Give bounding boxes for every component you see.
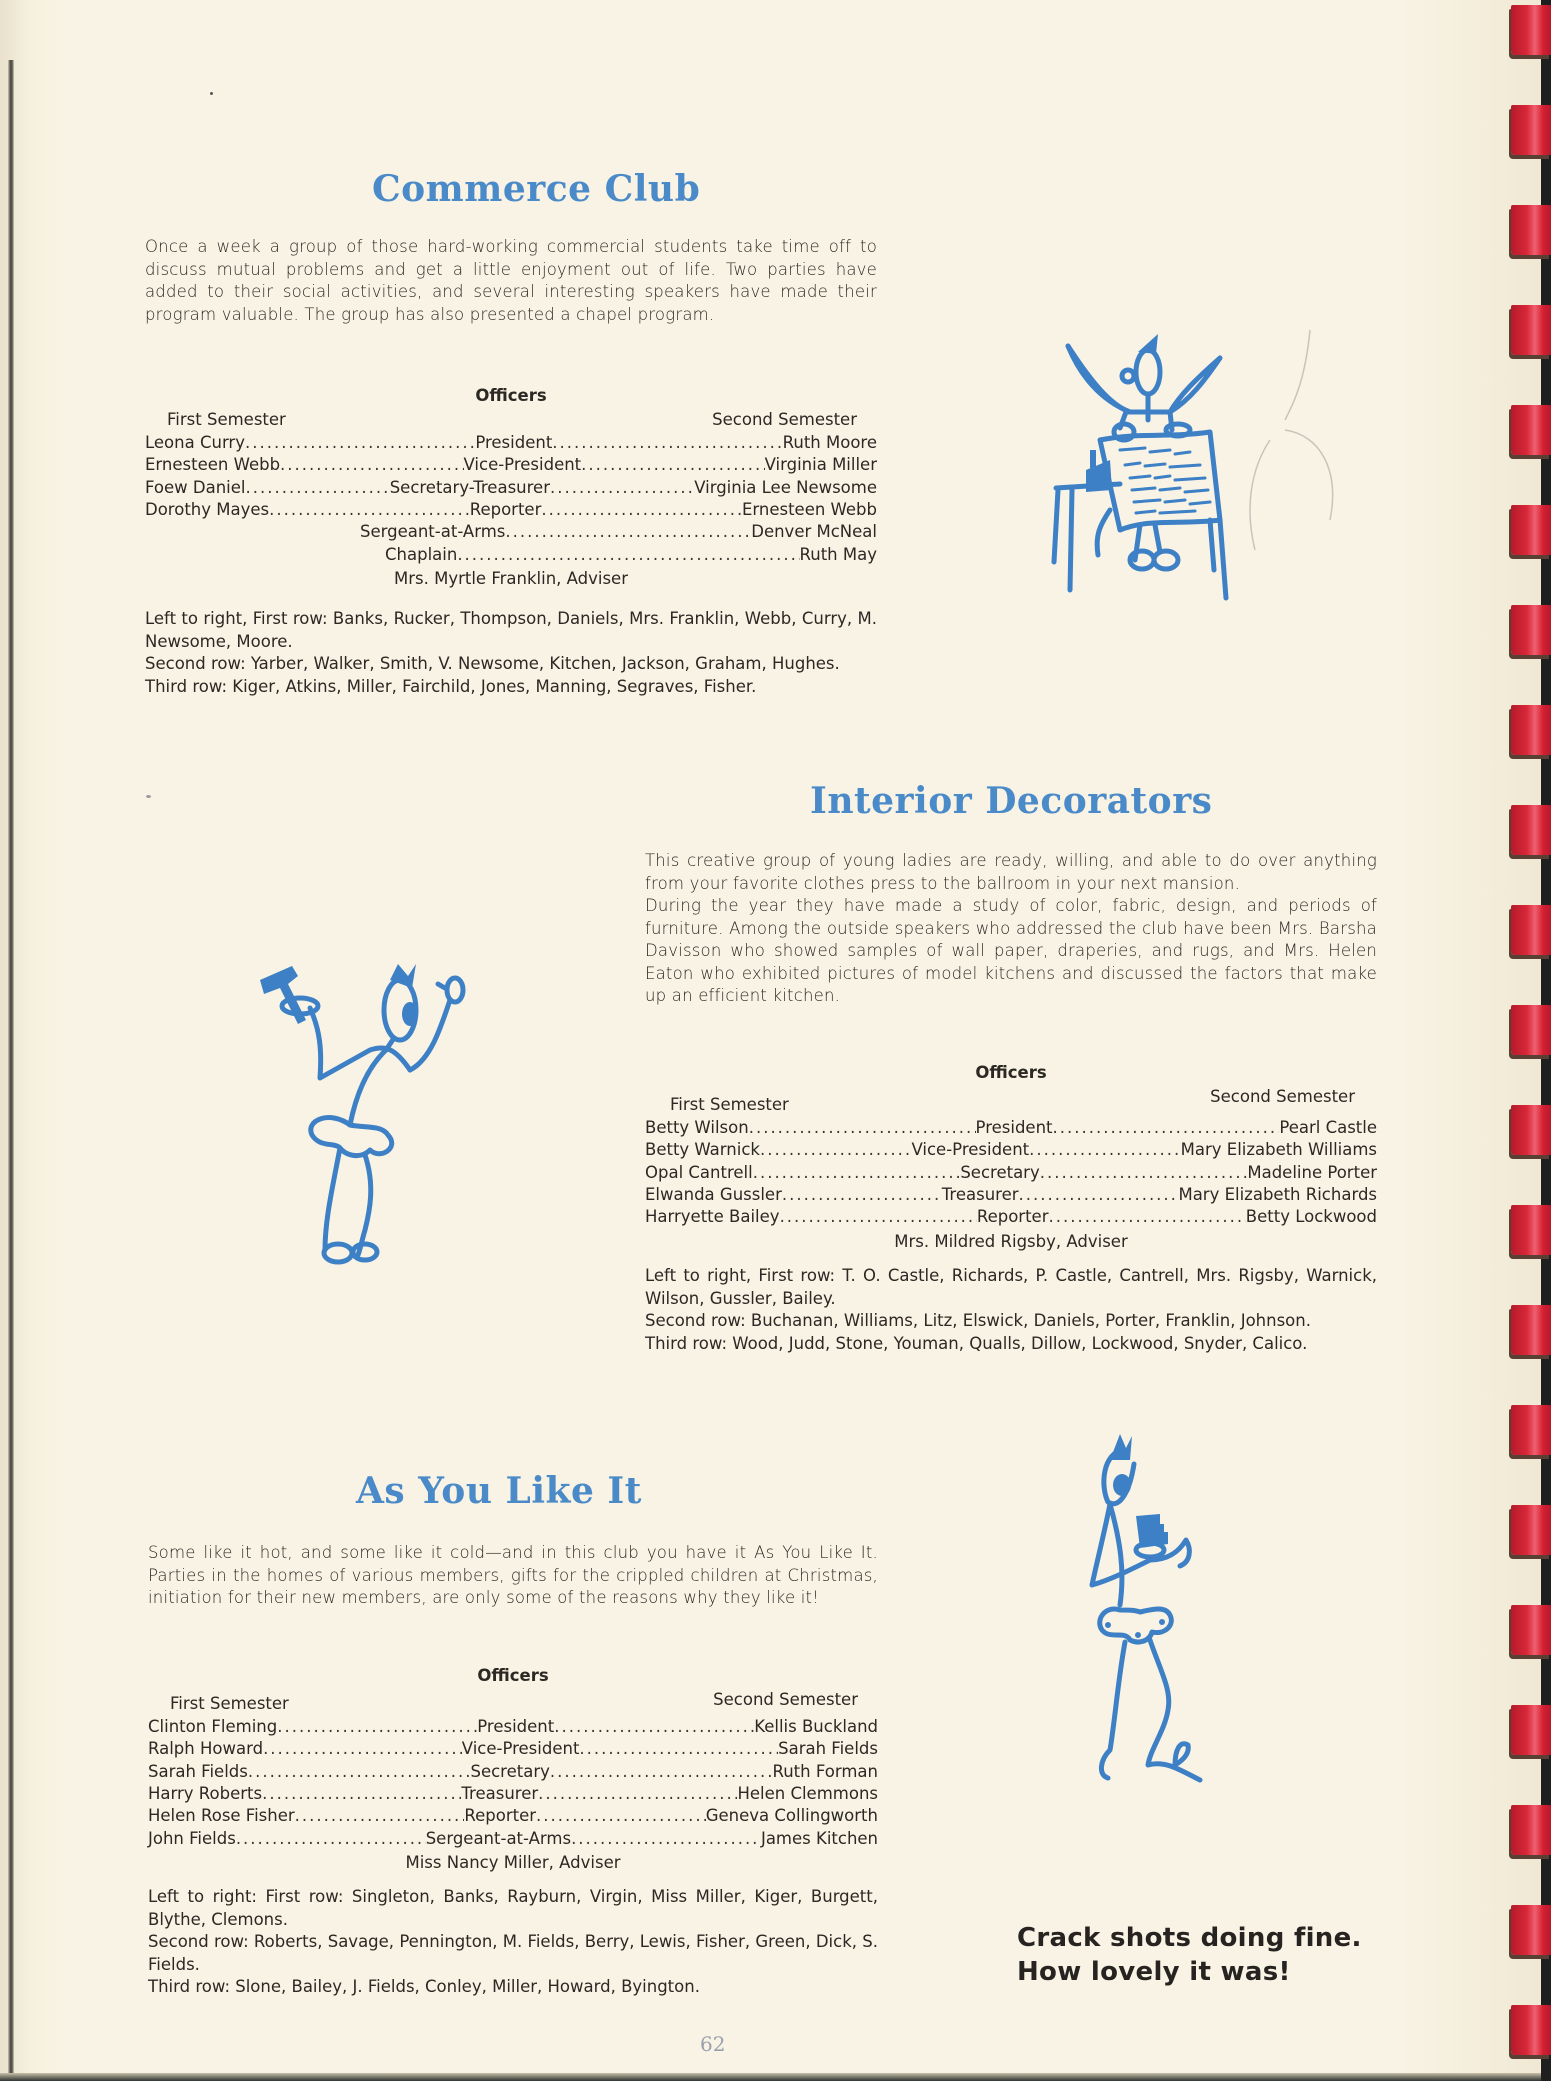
second-semester-officer: Denver McNeal <box>751 522 877 542</box>
leader-dots <box>760 1139 912 1161</box>
second-semester-officer: Mary Elizabeth Williams <box>1180 1140 1378 1160</box>
second-semester-officer: Ruth May <box>799 544 877 564</box>
paper-speck <box>146 795 151 798</box>
paper-speck <box>210 92 213 95</box>
leader-dots <box>782 1184 942 1206</box>
binding-ring <box>1511 205 1551 255</box>
first-semester-officer: Dorothy Mayes <box>145 500 270 520</box>
typist-at-typewriter-illustration <box>1020 320 1340 600</box>
commerce-club-description-text: Once a week a group of those hard-working commercial students take time off to discuss mutual problems and get a little enjoyment out of life. Two parties have added to their social activities, and several interesting speakers have made their program valuable. The group has also presented a chapel program. <box>145 237 877 324</box>
as-you-like-it-description-text: Some like it hot, and some like it cold—and in this club you have it As You Like It. Parties in the homes of various members, gifts for the crippled children at Christmas, initiation for their new members, are only some of the reasons why they like it! <box>148 1543 878 1607</box>
leader-dots <box>1053 1117 1280 1139</box>
leader-dots <box>262 1783 461 1805</box>
officer-row <box>148 1761 878 1783</box>
leader-dots <box>536 1805 706 1827</box>
binding-ring <box>1511 5 1551 55</box>
leader-dots <box>263 1738 462 1760</box>
commerce-club-photo-caption <box>145 608 877 698</box>
adviser: Miss Nancy Miller, Adviser <box>405 1853 621 1873</box>
officer-row <box>145 544 877 566</box>
first-semester-officer: Harryette Bailey <box>645 1207 780 1227</box>
binding-ring <box>1511 505 1551 555</box>
officer-row <box>145 432 877 454</box>
leader-dots <box>550 477 694 499</box>
second-semester-officer: Betty Lockwood <box>1245 1207 1377 1227</box>
binding-ring <box>1511 905 1551 955</box>
officer-row <box>148 1738 878 1760</box>
leader-dots <box>236 1828 426 1850</box>
binding-ring <box>1511 105 1551 155</box>
office-title: Reporter <box>976 1207 1049 1227</box>
second-semester-officer: Virginia Miller <box>764 455 877 475</box>
office-title: Secretary-Treasurer <box>389 477 550 497</box>
officers-heading: Officers <box>975 1063 1047 1082</box>
binding-ring <box>1511 1405 1551 1455</box>
caption-first-row: Left to right, First row: T. O. Castle, Richards, P. Castle, Cantrell, Mrs. Rigsby, Warnick, Wilson, Gussler, Bailey. <box>645 1266 1377 1308</box>
first-semester-officer: Elwanda Gussler <box>645 1185 782 1205</box>
officer-row <box>645 1206 1377 1228</box>
leader-dots <box>780 1206 977 1228</box>
page-number: 62 <box>700 2032 726 2056</box>
as-you-like-it-title: As You Like It <box>356 1470 642 1512</box>
officer-row <box>145 499 877 521</box>
adviser: Mrs. Myrtle Franklin, Adviser <box>393 569 628 589</box>
office-title: President <box>475 432 553 452</box>
second-semester-officer: Virginia Lee Newsome <box>694 477 878 497</box>
leader-dots <box>1040 1162 1248 1184</box>
first-semester-officer: Opal Cantrell <box>645 1162 753 1182</box>
commerce-club-officers <box>145 385 877 591</box>
commerce-club-description <box>145 236 877 326</box>
leader-dots <box>541 499 742 521</box>
binding-ring <box>1511 1205 1551 1255</box>
caption-second-row: Second row: Yarber, Walker, Smith, V. Newsome, Kitchen, Jackson, Graham, Hughes. <box>145 654 840 673</box>
leader-dots <box>280 454 463 476</box>
leader-dots <box>550 1761 773 1783</box>
leader-dots <box>538 1783 737 1805</box>
leader-dots <box>1049 1206 1246 1228</box>
binding-ring <box>1511 1905 1551 1955</box>
semester-headers <box>148 1689 878 1715</box>
second-semester-officer: Ruth Forman <box>772 1761 878 1781</box>
second-semester-officer: James Kitchen <box>760 1828 879 1848</box>
binding-ring <box>1511 1705 1551 1755</box>
binding-ring <box>1511 1105 1551 1155</box>
office-title: Vice-President <box>463 455 582 475</box>
fan-figure <box>1092 1434 1200 1780</box>
first-semester-label: First Semester <box>167 410 286 430</box>
officers-heading: Officers <box>477 1666 549 1685</box>
first-semester-label: First Semester <box>670 1095 789 1115</box>
office-title: Sergeant-at-Arms <box>425 1828 572 1848</box>
office-title: Sergeant-at-Arms <box>360 522 506 542</box>
interior-decorators-officers <box>645 1062 1377 1253</box>
officers-list <box>145 432 877 566</box>
second-semester-officer: Kellis Buckland <box>754 1716 879 1736</box>
first-semester-officer: Sarah Fields <box>148 1761 248 1781</box>
leader-dots <box>269 499 470 521</box>
second-semester-officer: Sarah Fields <box>778 1739 878 1759</box>
second-semester-officer: Geneva Collingworth <box>705 1806 878 1826</box>
semester-headers <box>645 1086 1377 1116</box>
caption-first-row: Left to right: First row: Singleton, Banks, Rayburn, Virgin, Miss Miller, Kiger, Burgett, Blythe, Clemons. <box>148 1887 878 1929</box>
binding-ring <box>1511 2005 1551 2055</box>
first-semester-officer: Helen Rose Fisher <box>148 1806 295 1826</box>
office-title: Reporter <box>464 1806 537 1826</box>
figure-with-hammer-illustration <box>250 950 480 1270</box>
page-bottom-edge <box>0 2073 1551 2081</box>
caption-second-row: Second row: Roberts, Savage, Pennington, M. Fields, Berry, Lewis, Fisher, Green, Dick, S. Fields. <box>148 1932 878 1974</box>
office-title: Treasurer <box>941 1185 1019 1205</box>
first-semester-officer: Betty Wilson <box>645 1117 749 1137</box>
office-title: Reporter <box>469 500 542 520</box>
officer-row <box>148 1716 878 1738</box>
officer-row <box>148 1805 878 1827</box>
officer-row <box>148 1828 878 1850</box>
spiral-binding <box>1491 0 1551 2081</box>
quote-line-1: Crack shots doing fine. <box>1017 1923 1362 1953</box>
office-title: Chaplain <box>385 544 458 564</box>
officer-row <box>645 1162 1377 1184</box>
officer-row <box>145 454 877 476</box>
leader-dots <box>579 1738 778 1760</box>
caption-first-row: Left to right, First row: Banks, Rucker, Thompson, Daniels, Mrs. Franklin, Webb, Curry, M. Newsome, Moore. <box>145 609 877 651</box>
second-semester-label: Second Semester <box>1210 1087 1355 1107</box>
officer-row <box>145 521 877 543</box>
leader-dots <box>245 477 389 499</box>
semester-headers <box>145 409 877 431</box>
officer-row <box>148 1783 878 1805</box>
binding-ring <box>1511 1605 1551 1655</box>
typist-figure <box>1054 330 1333 598</box>
office-title: President <box>975 1117 1053 1137</box>
office-title: Vice-President <box>461 1739 580 1759</box>
figure-with-fan-illustration <box>1080 1430 1230 1810</box>
leader-dots <box>571 1828 761 1850</box>
first-semester-officer: Foew Daniel <box>145 477 246 497</box>
binding-ring <box>1511 605 1551 655</box>
first-semester-officer: Clinton Fleming <box>148 1716 278 1736</box>
leader-dots <box>552 432 782 454</box>
binding-ring <box>1511 705 1551 755</box>
officer-row <box>645 1139 1377 1161</box>
officers-list <box>148 1716 878 1850</box>
leader-dots <box>581 454 764 476</box>
caption-third-row: Third row: Kiger, Atkins, Miller, Fairchild, Jones, Manning, Segraves, Fisher. <box>145 676 757 696</box>
office-title: Secretary <box>470 1761 550 1781</box>
leader-dots <box>505 521 751 543</box>
first-semester-officer: Harry Roberts <box>148 1784 263 1804</box>
leader-dots <box>1029 1139 1181 1161</box>
interior-decorators-description-para-2: During the year they have made a study of color, fabric, design, and periods of furniture. Among the outside speakers who addressed the club have been Mrs. Barsha Davisson who showed samples of wall paper, draperies, and rugs, and Mrs. Helen Eaton who exhibited pictures of model kitchens and discussed the factors that make up an efficient kitchen. <box>645 896 1377 1005</box>
binding-ring <box>1511 405 1551 455</box>
second-semester-officer: Mary Elizabeth Richards <box>1178 1185 1378 1205</box>
office-title: Treasurer <box>461 1784 539 1804</box>
as-you-like-it-officers <box>148 1665 878 1875</box>
caption-third-row: Third row: Slone, Bailey, J. Fields, Conley, Miller, Howard, Byington. <box>148 1977 700 1996</box>
second-semester-officer: Helen Clemmons <box>737 1784 879 1804</box>
office-title: Secretary <box>960 1162 1040 1182</box>
officers-list <box>645 1117 1377 1229</box>
first-semester-officer: Ernesteen Webb <box>145 455 281 475</box>
interior-decorators-title: Interior Decorators <box>810 780 1213 822</box>
second-semester-officer: Madeline Porter <box>1247 1162 1377 1182</box>
binding-ring <box>1511 805 1551 855</box>
second-semester-label: Second Semester <box>713 1690 858 1710</box>
caption-third-row: Third row: Wood, Judd, Stone, Youman, Qualls, Dillow, Lockwood, Snyder, Calico. <box>645 1333 1308 1353</box>
binding-ring <box>1511 1505 1551 1555</box>
quote-line-2: How lovely it was! <box>1017 1957 1291 1987</box>
commerce-club-title: Commerce Club <box>372 168 701 210</box>
second-semester-label: Second Semester <box>712 410 857 430</box>
leader-dots <box>457 544 799 566</box>
office-title: Vice-President <box>911 1140 1030 1160</box>
interior-decorators-photo-caption <box>645 1265 1377 1355</box>
leader-dots <box>248 1761 471 1783</box>
leader-dots <box>749 1117 976 1139</box>
leader-dots <box>554 1716 754 1738</box>
first-semester-officer: Betty Warnick <box>645 1140 760 1160</box>
quote <box>1017 1921 1362 1989</box>
leader-dots <box>277 1716 477 1738</box>
caption-second-row: Second row: Buchanan, Williams, Litz, Elswick, Daniels, Porter, Franklin, Johnson. <box>645 1311 1311 1330</box>
office-title: President <box>477 1716 555 1736</box>
page-left-edge <box>8 60 14 2080</box>
leader-dots <box>1019 1184 1179 1206</box>
leader-dots <box>753 1162 961 1184</box>
officer-row <box>645 1117 1377 1139</box>
second-semester-officer: Ernesteen Webb <box>741 500 877 520</box>
interior-decorators-description-para-1: This creative group of young ladies are ready, willing, and able to do over anything from your favorite clothes press to the ballroom in your next mansion. <box>645 851 1377 893</box>
first-semester-label: First Semester <box>170 1694 289 1714</box>
second-semester-officer: Pearl Castle <box>1279 1117 1377 1137</box>
binding-ring <box>1511 1805 1551 1855</box>
binding-ring <box>1511 1305 1551 1355</box>
first-semester-officer: John Fields <box>148 1828 236 1848</box>
leader-dots <box>295 1805 465 1827</box>
second-semester-officer: Ruth Moore <box>782 432 877 452</box>
adviser: Mrs. Mildred Rigsby, Adviser <box>894 1231 1128 1251</box>
as-you-like-it-description <box>148 1542 878 1610</box>
officer-row <box>645 1184 1377 1206</box>
first-semester-officer: Ralph Howard <box>148 1739 264 1759</box>
officer-row <box>145 477 877 499</box>
leader-dots <box>245 432 475 454</box>
first-semester-officer: Leona Curry <box>145 432 245 452</box>
officers-heading: Officers <box>475 386 547 405</box>
binding-ring <box>1511 305 1551 355</box>
hammer-figure <box>260 964 463 1262</box>
interior-decorators-description <box>645 850 1377 1008</box>
binding-ring <box>1511 1005 1551 1055</box>
as-you-like-it-photo-caption <box>148 1886 878 1999</box>
